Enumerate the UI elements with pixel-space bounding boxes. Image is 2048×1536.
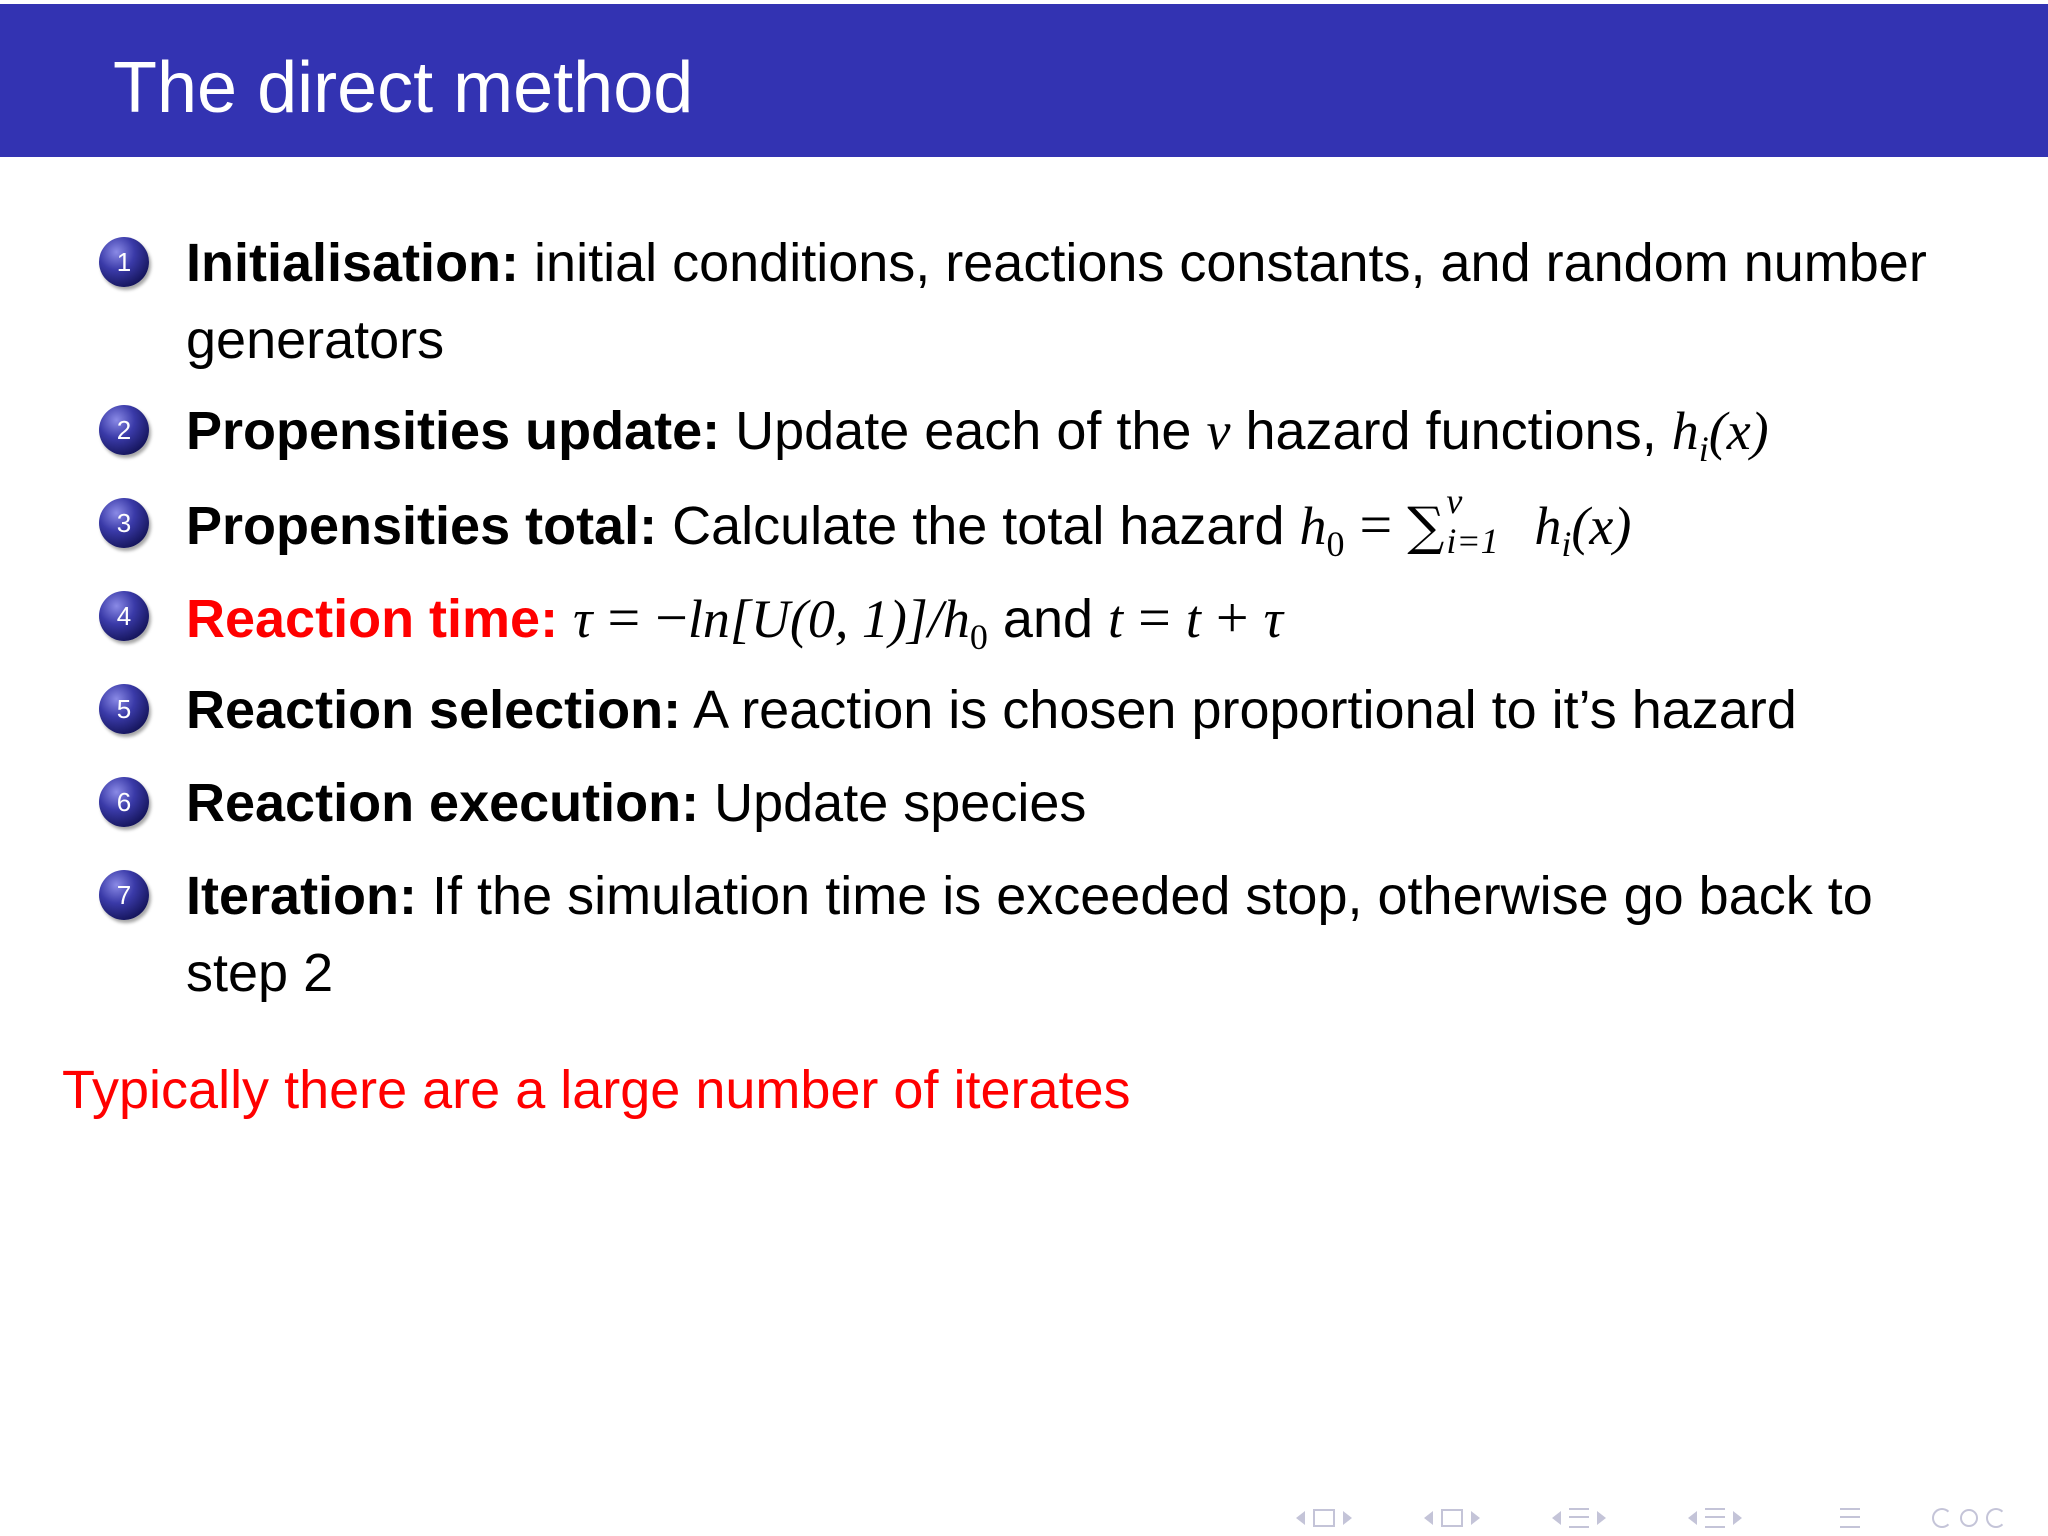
item-4-eq2: = bbox=[1138, 585, 1171, 650]
item-3-sub-i: i bbox=[1561, 523, 1572, 564]
item-4-and: and bbox=[1002, 589, 1094, 649]
nav-document-icon[interactable] bbox=[1840, 1508, 1860, 1528]
item-2-h: h bbox=[1671, 401, 1699, 461]
item-4-t: t bbox=[1108, 589, 1124, 649]
item-4-tau: τ bbox=[573, 589, 593, 649]
item-4-text bbox=[186, 579, 2006, 658]
item-6-label: Reaction execution: bbox=[186, 773, 700, 833]
item-6-text bbox=[186, 765, 2006, 842]
item-4-t2: t bbox=[1185, 589, 1201, 649]
item-7-body-2: step 2 bbox=[186, 943, 334, 1003]
title-bar bbox=[0, 4, 2048, 157]
item-6-body: Update species bbox=[714, 773, 1087, 833]
item-3-body: Calculate the total hazard bbox=[672, 496, 1285, 556]
item-5-body: A reaction is chosen proportional to it’s hazard bbox=[693, 680, 1797, 740]
nav-section-group bbox=[1424, 1500, 1480, 1536]
slide-title: The direct method bbox=[113, 48, 694, 128]
item-2-body-b: hazard functions, bbox=[1245, 401, 1657, 461]
nav-section-icon[interactable] bbox=[1441, 1509, 1463, 1527]
nav-next-icon[interactable] bbox=[1343, 1511, 1352, 1525]
item-3-paren-x: (x) bbox=[1571, 496, 1632, 556]
bullet-7: 7 bbox=[99, 870, 149, 920]
item-2-paren-x: (x) bbox=[1708, 401, 1769, 461]
item-1-text bbox=[186, 225, 2006, 379]
item-1-body: initial conditions, reactions constants, and random number bbox=[534, 233, 1927, 293]
bullet-1: 1 bbox=[99, 237, 149, 287]
item-7-body: If the simulation time is exceeded stop, otherwise go back to bbox=[432, 866, 1873, 926]
bullet-3: 3 bbox=[99, 498, 149, 548]
bullet-5: 5 bbox=[99, 684, 149, 734]
nav-prev-icon[interactable] bbox=[1296, 1511, 1305, 1525]
item-3-sum-bottom: i=1 bbox=[1446, 521, 1499, 562]
nav-subsection-icon[interactable] bbox=[1569, 1508, 1589, 1528]
nav-outline-group bbox=[1688, 1500, 1742, 1536]
item-4-bracket: [U(0, 1)]/ bbox=[729, 589, 943, 649]
item-2-label: Propensities update: bbox=[186, 401, 721, 461]
nav-prev-subsection-icon[interactable] bbox=[1552, 1511, 1561, 1525]
item-3-sum-limits bbox=[1444, 481, 1534, 568]
item-4-h: h bbox=[942, 589, 970, 649]
item-3-label: Propensities total: bbox=[186, 496, 658, 556]
item-3-sub0: 0 bbox=[1326, 523, 1345, 564]
item-4-minus: − bbox=[655, 585, 688, 650]
item-2-var-v: v bbox=[1206, 401, 1231, 461]
item-2-body: Update each of the bbox=[735, 401, 1192, 461]
nav-next-frame-icon[interactable] bbox=[1471, 1511, 1480, 1525]
nav-search-group bbox=[1932, 1500, 2006, 1536]
item-5-text bbox=[186, 672, 2006, 749]
item-2-sub-i: i bbox=[1698, 428, 1709, 469]
item-3-sum-top: v bbox=[1446, 481, 1463, 522]
item-3-h: h bbox=[1299, 496, 1327, 556]
nav-frame-icon[interactable] bbox=[1313, 1509, 1335, 1527]
item-1-body-2: generators bbox=[186, 310, 445, 370]
item-3-text bbox=[186, 481, 2006, 568]
nav-back-icon[interactable] bbox=[1932, 1508, 1952, 1528]
nav-prev-frame-icon[interactable] bbox=[1424, 1511, 1433, 1525]
nav-next-subsection-icon[interactable] bbox=[1597, 1511, 1606, 1525]
nav-search-icon[interactable] bbox=[1960, 1509, 1978, 1527]
item-1-label: Initialisation: bbox=[186, 233, 520, 293]
slide-note: Typically there are a large number of iterates bbox=[62, 1060, 1131, 1120]
bullet-2: 2 bbox=[99, 405, 149, 455]
nav-doc-group bbox=[1840, 1500, 1860, 1536]
item-2-text bbox=[186, 393, 2006, 470]
item-3-eq: = bbox=[1359, 492, 1393, 557]
item-4-label: Reaction time: bbox=[186, 589, 559, 649]
nav-next-section-icon[interactable] bbox=[1733, 1511, 1742, 1525]
item-4-sub0: 0 bbox=[969, 616, 988, 657]
nav-bar bbox=[1296, 1500, 1352, 1536]
nav-prev-section-icon[interactable] bbox=[1688, 1511, 1697, 1525]
item-4-tau2: τ bbox=[1263, 589, 1283, 649]
nav-forward-icon[interactable] bbox=[1986, 1508, 2006, 1528]
item-5-label: Reaction selection: bbox=[186, 680, 682, 740]
bullet-6: 6 bbox=[99, 777, 149, 827]
item-7-label: Iteration: bbox=[186, 866, 418, 926]
item-4-eq: = bbox=[607, 585, 641, 650]
item-3-sum: ∑ bbox=[1407, 497, 1445, 557]
item-4-ln: ln bbox=[687, 589, 730, 649]
item-4-plus: + bbox=[1215, 585, 1249, 650]
bullet-4: 4 bbox=[99, 591, 149, 641]
item-3-h2: h bbox=[1534, 496, 1562, 556]
item-7-text bbox=[186, 858, 2006, 1012]
nav-outline-icon[interactable] bbox=[1705, 1508, 1725, 1528]
nav-subsection-group bbox=[1552, 1500, 1606, 1536]
